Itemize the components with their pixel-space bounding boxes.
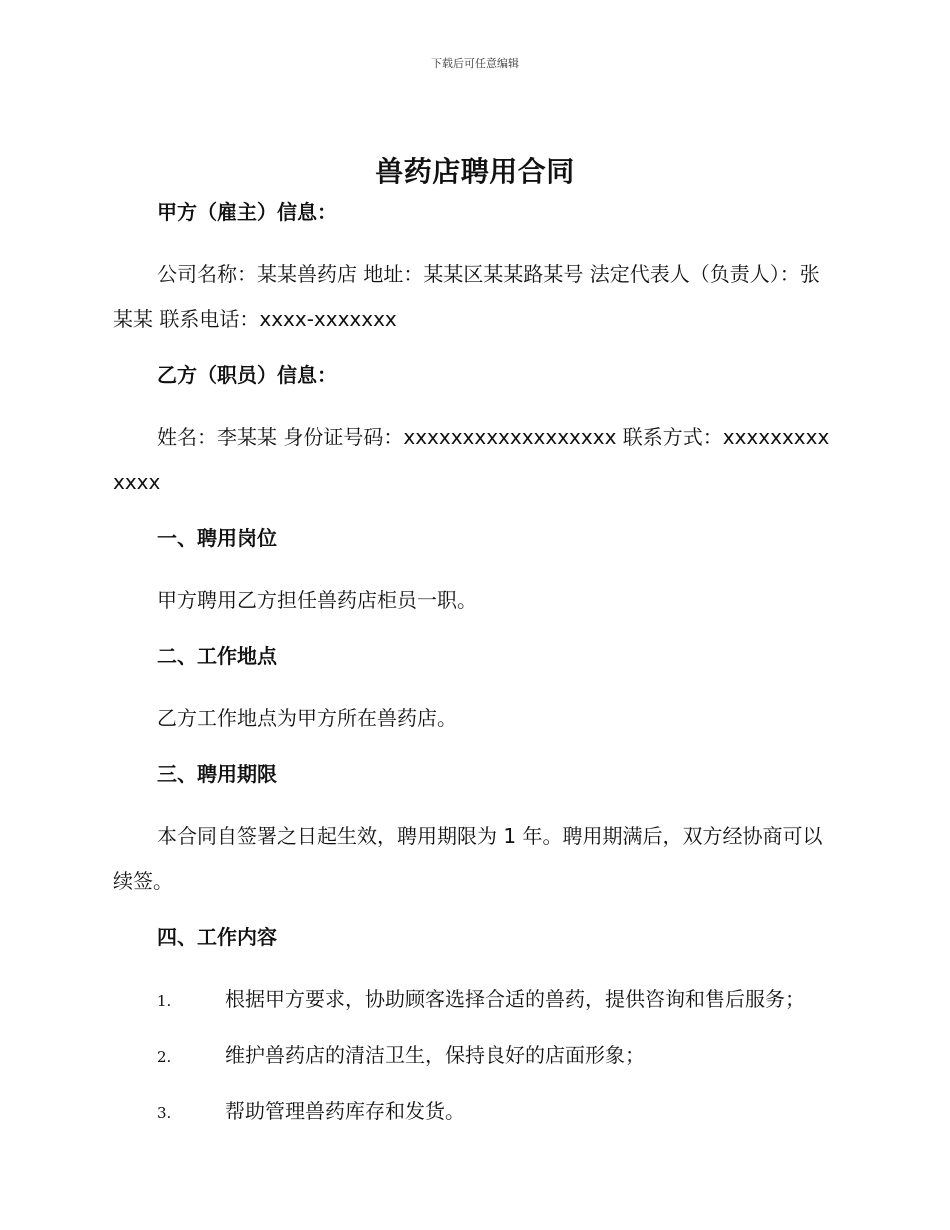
position-heading: 一、聘用岗位	[157, 526, 277, 550]
party-a-info: 公司名称：某某兽药店 地址：某某区某某路某号 法定代表人（负责人）：张某某 联系电话：xxxx-xxxxxxx	[113, 262, 820, 331]
document-body	[113, 198, 838, 1145]
location-heading: 二、工作地点	[157, 644, 277, 668]
term-text: 本合同自签署之日起生效，聘用期限为 1 年。聘用期满后，双方经协商可以续签。	[113, 824, 823, 893]
duty-number: 2.	[157, 1048, 172, 1066]
party-b-heading: 乙方（职员）信息：	[157, 363, 337, 387]
duty-number: 1.	[157, 992, 172, 1010]
duty-text: 维护兽药店的清洁卫生，保持良好的店面形象；	[225, 1043, 645, 1067]
header-note: 下载后可任意编辑	[431, 57, 519, 70]
duty-item	[113, 1089, 838, 1136]
party-b-info: 姓名：李某某 身份证号码：xxxxxxxxxxxxxxxxxx 联系方式：xxxxxxxxxxxxx	[113, 425, 830, 494]
duty-item	[113, 977, 838, 1024]
party-a-heading: 甲方（雇主）信息：	[157, 200, 337, 224]
duty-text: 根据甲方要求，协助顾客选择合适的兽药，提供咨询和售后服务；	[225, 987, 805, 1011]
duty-text: 帮助管理兽药库存和发货。	[225, 1099, 465, 1123]
document-title: 兽药店聘用合同	[375, 155, 575, 188]
duties-heading: 四、工作内容	[157, 925, 277, 949]
position-text: 甲方聘用乙方担任兽药店柜员一职。	[157, 588, 477, 612]
location-text: 乙方工作地点为甲方所在兽药店。	[157, 706, 457, 730]
duty-item	[113, 1033, 838, 1080]
term-heading: 三、聘用期限	[157, 762, 277, 786]
duty-number: 3.	[157, 1104, 172, 1122]
